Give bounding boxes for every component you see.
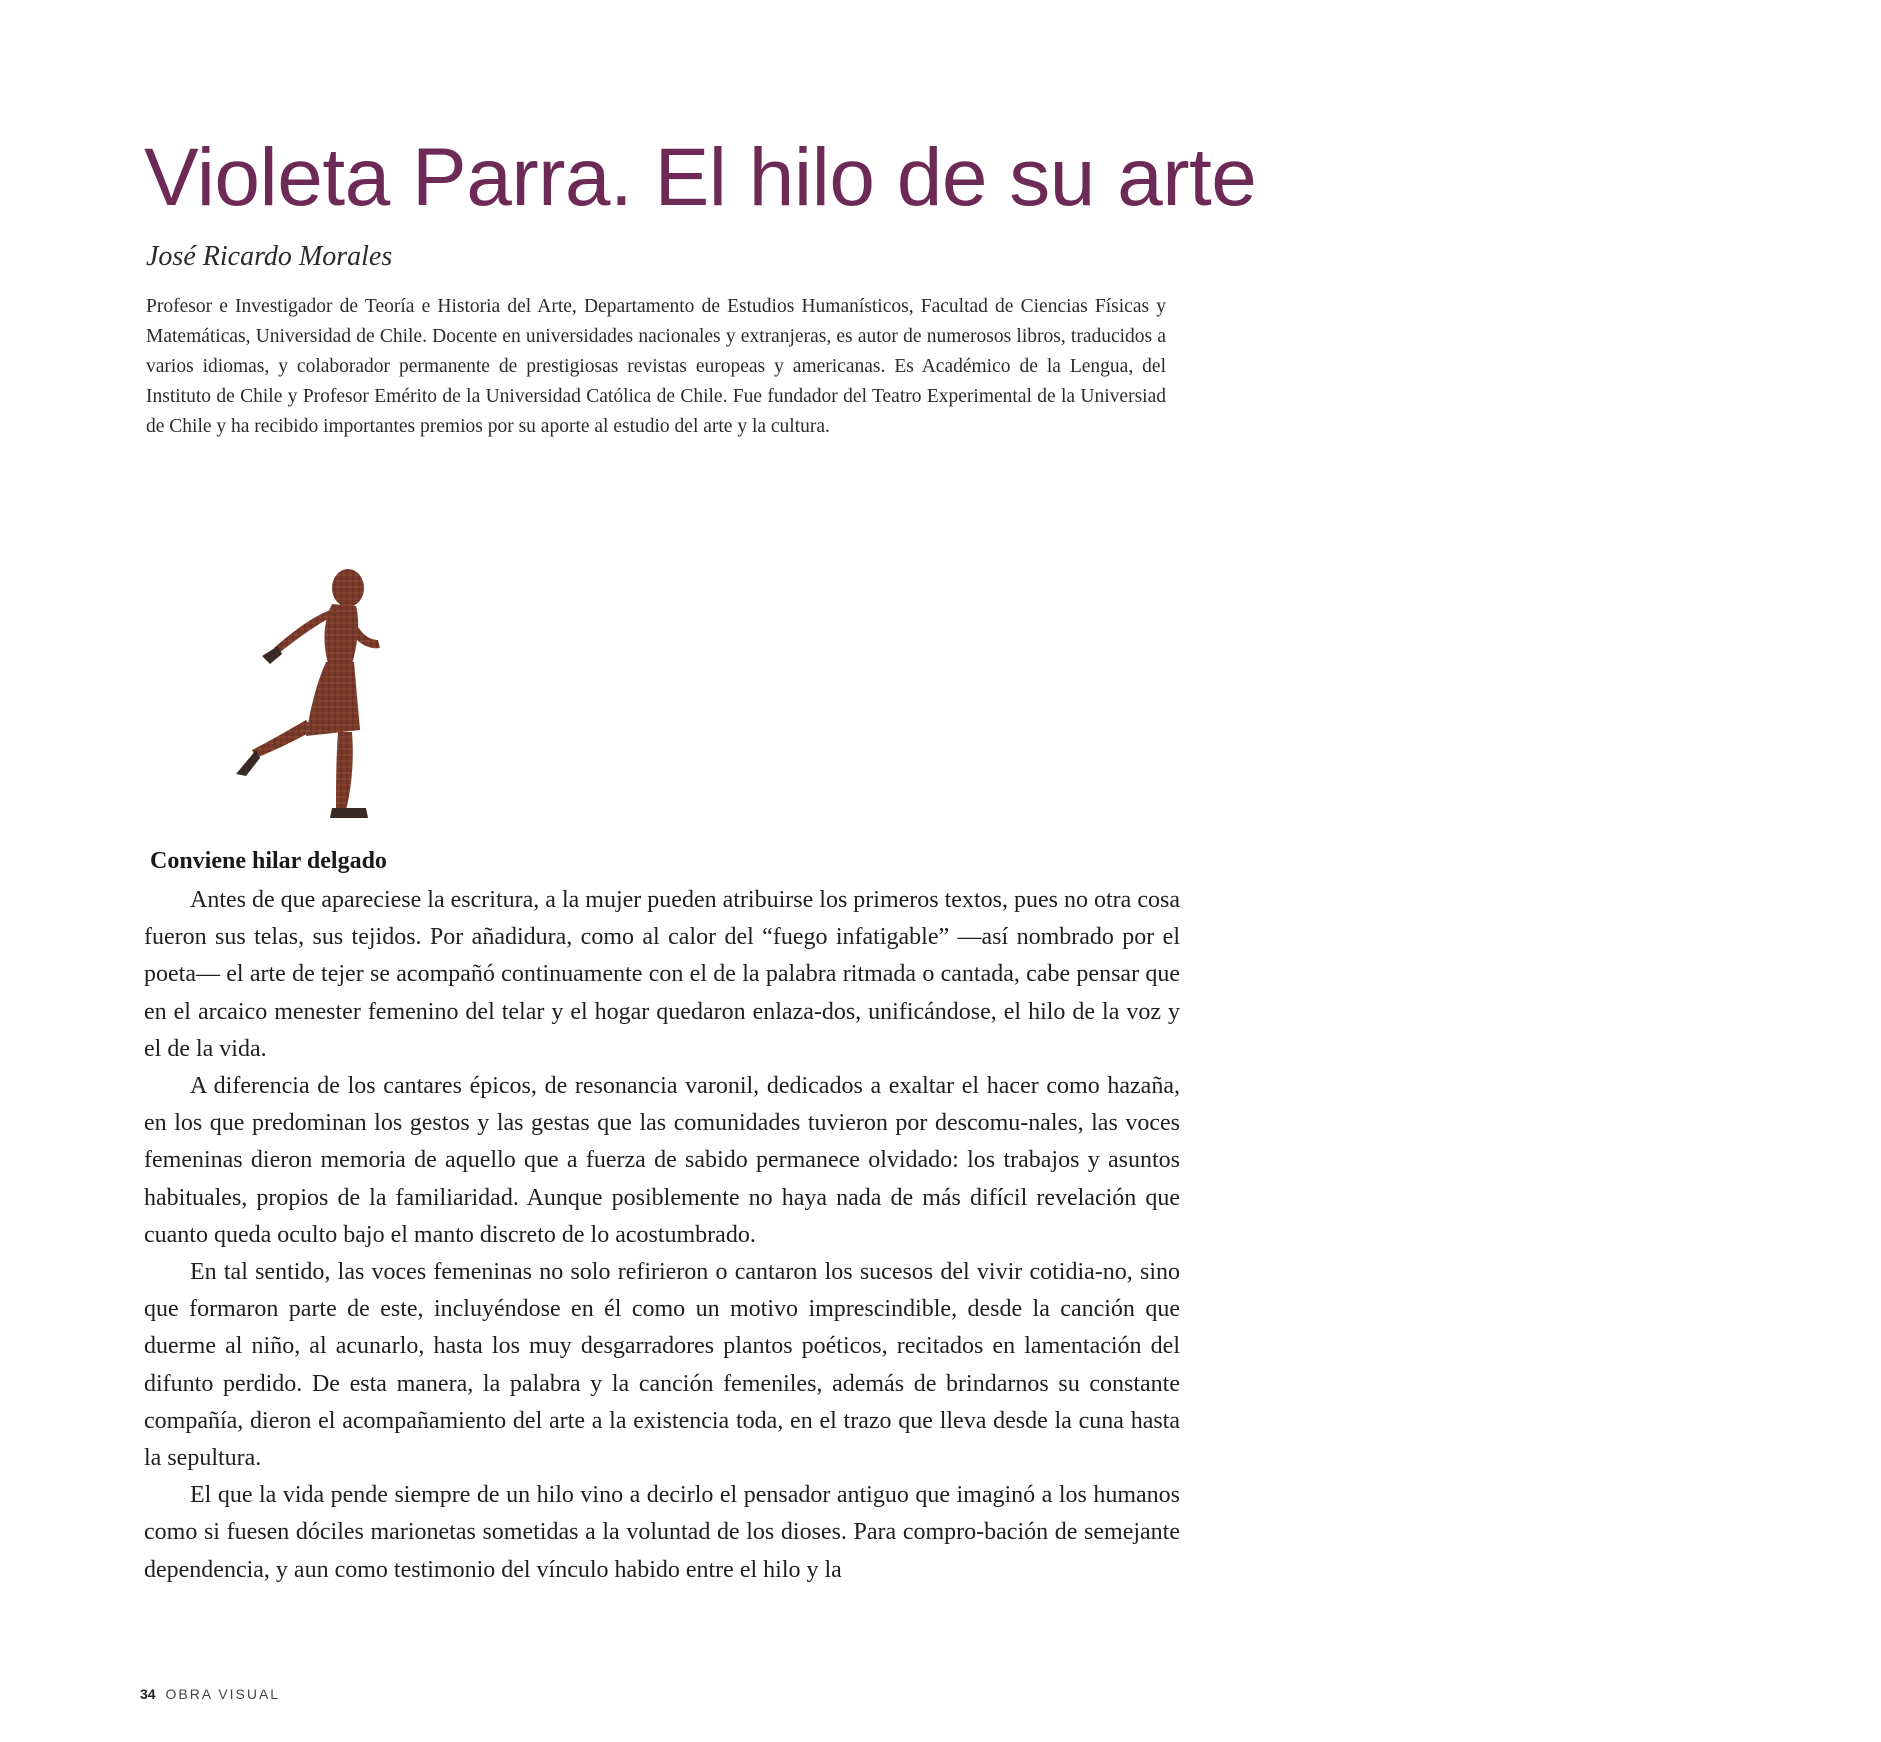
figure-back-leg xyxy=(252,720,314,758)
figure-back-foot xyxy=(236,750,260,776)
article-body xyxy=(144,882,1180,1589)
page-footer xyxy=(140,1684,280,1704)
running-woman-icon xyxy=(146,560,386,830)
figure-head xyxy=(332,569,364,607)
section-heading: Conviene hilar delgado xyxy=(150,848,387,874)
page-number: 34 xyxy=(140,1686,156,1702)
author-name: José Ricardo Morales xyxy=(146,241,393,272)
running-woman-illustration xyxy=(146,560,386,830)
figure-front-leg xyxy=(336,732,353,810)
article-title: Violeta Parra. El hilo de su arte xyxy=(144,132,1257,223)
figure-back-hand xyxy=(262,646,282,664)
figure-back-arm xyxy=(274,610,330,652)
body-paragraph: En tal sentido, las voces femeninas no solo refirieron o cantaron los sucesos del vivir cotidia-no, sino que formaron parte de este, incluyéndose en él como un motivo imprescindible, desde la canción que duerme al niño, al acunarlo, hasta los muy desgarradores plantos poéticos, recitados en lamentación del difunto perdido. De esta manera, la palabra y la canción femeniles, además de brindarnos su constante compañía, dieron el acompañamiento del arte a la existencia toda, en el trazo que lleva desde la cuna hasta la sepultura. xyxy=(144,1259,1180,1472)
figure-front-foot xyxy=(330,808,368,818)
journal-name: OBRA VISUAL xyxy=(165,1686,281,1702)
body-paragraph: A diferencia de los cantares épicos, de resonancia varonil, dedicados a exaltar el hacer como hazaña, en los que predominan los gestos y las gestas que las comunidades tuvieron por descomu-nales, las voces femeninas dieron memoria de aquello que a fuerza de sabido permanece olvidado: los trabajos y asuntos habituales, propios de la familiaridad. Aunque posiblemente no haya nada de más difícil revelación que cuanto queda oculto bajo el manto discreto de lo acostumbrado. xyxy=(144,1073,1180,1248)
author-bio: Profesor e Investigador de Teoría e Historia del Arte, Departamento de Estudios Humanísticos, Facultad de Ciencias Físicas y Matemáticas, Universidad de Chile. Docente en universidades nacionales y extranjeras, es autor de numerosos libros, traducidos a varios idiomas, y colaborador permanente de prestigiosas revistas europeas y americanas. Es Académico de la Lengua, del Instituto de Chile y Profesor Emérito de la Universidad Católica de Chile. Fue fundador del Teatro Experimental de la Universiad de Chile y ha recibido importantes premios por su aporte al estudio del arte y la cultura. xyxy=(146,296,1166,437)
body-paragraph: Antes de que apareciese la escritura, a la mujer pueden atribuirse los primeros textos, pues no otra cosa fueron sus telas, sus tejidos. Por añadidura, como al calor del “fuego infatigable” —así nombrado por el poeta— el arte de tejer se acompañó continuamente con el de la palabra ritmada o cantada, cabe pensar que en el arcaico menester femenino del telar y el hogar quedaron enlaza-dos, unificándose, el hilo de la voz y el de la vida. xyxy=(144,887,1180,1062)
figure-skirt xyxy=(306,662,360,736)
body-paragraph: El que la vida pende siempre de un hilo vino a decirlo el pensador antiguo que imaginó a los humanos como si fuesen dóciles marionetas sometidas a la voluntad de los dioses. Para compro-bación de semejante dependencia, y aun como testimonio del vínculo habido entre el hilo y la xyxy=(144,1482,1180,1583)
